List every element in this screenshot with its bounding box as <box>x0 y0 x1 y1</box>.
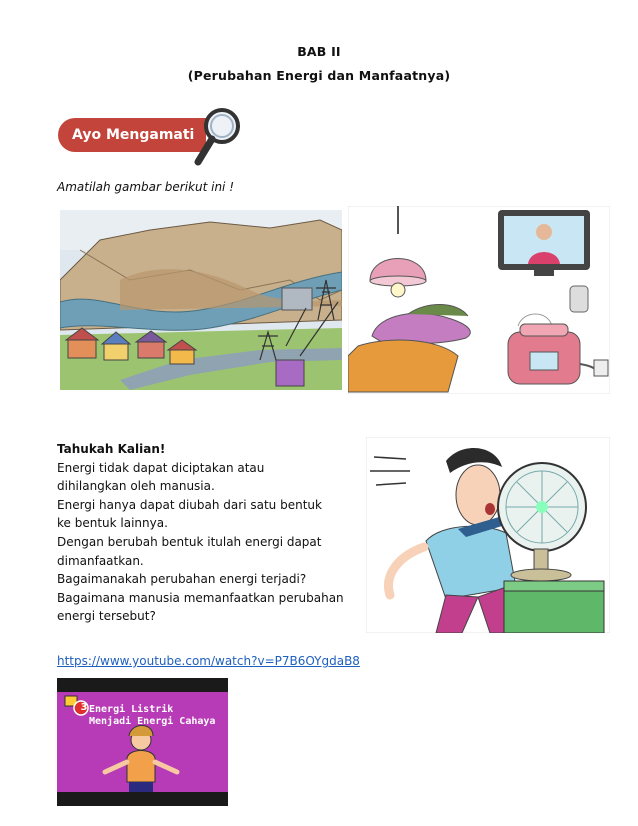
info-paragraph <box>57 440 367 626</box>
paragraph-line: Bagaimanakah perubahan energi terjadi? <box>57 572 307 587</box>
video-episode-badge: 3 <box>80 702 88 713</box>
paragraph-line: Energi hanya dapat diubah dari satu bentuk <box>57 497 322 512</box>
chapter-subtitle: (Perubahan Energi dan Manfaatnya) <box>187 68 451 83</box>
dam-illustration <box>60 210 342 390</box>
paragraph-line: Bagaimana manusia memanfaatkan perubahan <box>57 590 344 605</box>
paragraph-line: Dengan berubah bentuk itulah energi dapat <box>57 534 322 549</box>
video-title-line1: Energi Listrik <box>89 704 174 715</box>
paragraph-heading: Tahukah Kalian! <box>57 442 166 456</box>
ayo-mengamati-badge <box>58 118 206 152</box>
paragraph-line: Energi tidak dapat diciptakan atau <box>57 460 265 475</box>
video-thumbnail[interactable] <box>57 678 228 806</box>
magnifier-icon <box>192 104 244 170</box>
paragraph-line: dihilangkan oleh manusia. <box>57 479 215 494</box>
youtube-link[interactable]: https://www.youtube.com/watch?v=P7B6OYgdaB8 <box>57 654 360 668</box>
chapter-title: BAB II <box>297 44 341 59</box>
paragraph-line: energi tersebut? <box>57 609 156 624</box>
video-title-line2: Menjadi Energi Cahaya <box>89 716 216 727</box>
fan-illustration <box>366 437 610 633</box>
badge-label: Ayo Mengamati <box>72 127 195 143</box>
paragraph-line: dimanfaatkan. <box>57 553 144 568</box>
appliances-illustration <box>348 206 610 394</box>
paragraph-line: ke bentuk lainnya. <box>57 516 168 531</box>
instruction-text: Amatilah gambar berikut ini ! <box>57 180 235 194</box>
